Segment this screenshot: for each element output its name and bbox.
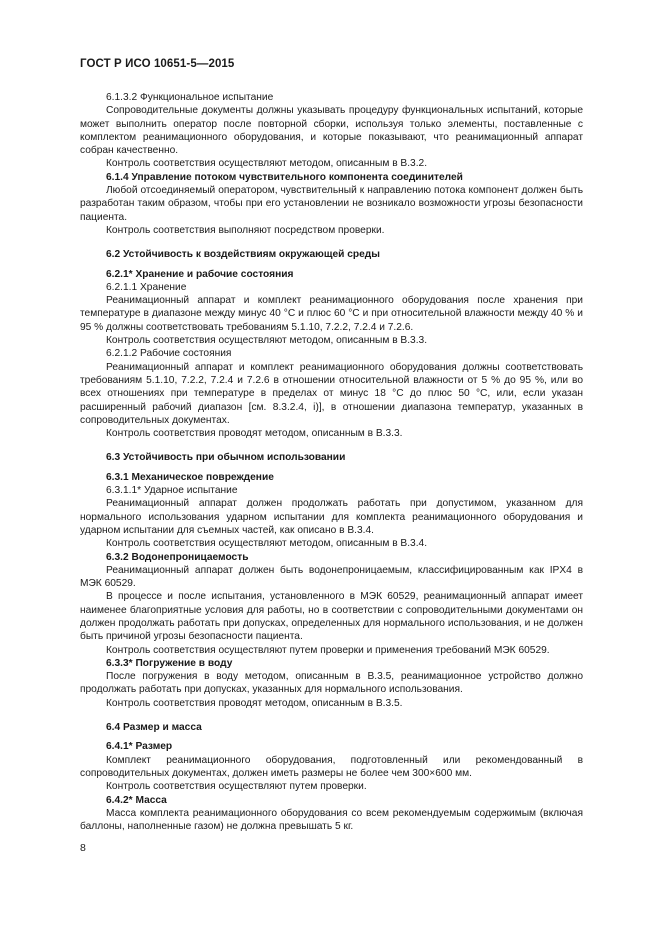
clause-6-3-2-heading: 6.3.2 Водонепроницаемость	[106, 551, 249, 563]
compliance-note: Контроль соответствия выполняют посредством проверки.	[106, 224, 385, 236]
paragraph: Любой отсоединяемый оператором, чувствительный к направлению потока компонент должен быть разработан таким образом, чтобы при его установлении не возникало возможности угрозы безопасности пациента.	[80, 185, 583, 223]
compliance-note: Контроль соответствия осуществляют методом, описанным в В.3.2.	[106, 158, 428, 170]
paragraph: Реанимационный аппарат и комплект реанимационного оборудования после хранения при температуре в диапазоне между минус 40 °C и плюс 60 °C и при относительной влажности между 40 % и 95 % должны соответствовать требованиям 5.1.10, 7.2.2, 7.2.4 и 7.2.6.	[80, 295, 583, 333]
compliance-note: Контроль соответствия осуществляют путем проверки.	[106, 781, 367, 793]
compliance-note: Контроль соответствия проводят методом, описанным в В.3.5.	[106, 697, 403, 709]
paragraph: После погружения в воду методом, описанным в В.3.5, реанимационное устройство должно продолжать работать при допусках, указанных для нормального использования.	[80, 671, 583, 696]
paragraph: Реанимационный аппарат и комплект реанимационного оборудования должны соответствовать требованиям 5.1.10, 7.2.2, 7.2.4 и 7.2.6 в отношении относительной влажности от 5 % до 95 %, или во всех отношениях при температуре в пределах от минус 18 °C до плюс 50 °C, или, если указан расширенный рабочий диапазон [см. 8.3.2.4, i)], в отношении диапазона температур, указанных в сопроводительных документах.	[80, 361, 583, 426]
compliance-note: Контроль соответствия осуществляют методом, описанным в В.3.3.	[106, 335, 428, 347]
paragraph: Сопроводительные документы должны указывать процедуру функциональных испытаний, которые может выполнить оператор после повторной сборки, используя только элементы, поставленные с комплектом реанимационного оборудования, и которые показывают, что реанимационный аппарат собран качественно.	[80, 105, 583, 157]
page-body	[80, 91, 583, 833]
paragraph: Комплект реанимационного оборудования, подготовленный или рекомендованный в сопроводительных документах, должен иметь размеры не более чем 300×600 мм.	[80, 754, 583, 779]
paragraph: В процессе и после испытания, установленного в МЭК 60529, реанимационный аппарат имеет наименее благоприятные условия для работы, но в соответствии с сопроводительными документами он должен продолжать работать при допусках, определенных для нормального использования, и не должен быть причиной угрозы безопасности пациента.	[80, 591, 583, 643]
paragraph: Масса комплекта реанимационного оборудования со всем рекомендуемым содержимым (включая баллоны, наполненные газом) не должна превышать 5 кг.	[80, 807, 583, 833]
compliance-note: Контроль соответствия осуществляют путем проверки и применения требований МЭК 60529.	[106, 644, 550, 656]
clause-6-4-2-heading: 6.4.2* Масса	[106, 794, 167, 806]
compliance-note: Контроль соответствия осуществляют методом, описанным в В.3.4.	[106, 538, 428, 550]
clause-6-3-1-1-title: 6.3.1.1* Ударное испытание	[106, 485, 238, 497]
section-6-3-heading: 6.3 Устойчивость при обычном использовании	[106, 452, 346, 464]
clause-6-2-1-heading: 6.2.1* Хранение и рабочие состояния	[106, 268, 294, 280]
paragraph: Реанимационный аппарат должен продолжать работать при допустимом, указанном для нормального использования ударном испытании для комплекта реанимационного оборудования и ударном испытании для съемных частей, как описано в В.3.4.	[80, 498, 583, 536]
section-6-2-heading: 6.2 Устойчивость к воздействиям окружающей среды	[106, 249, 380, 261]
compliance-note: Контроль соответствия проводят методом, описанным в В.3.3.	[106, 428, 403, 440]
clause-6-3-1-heading: 6.3.1 Механическое повреждение	[106, 471, 274, 483]
document-header: ГОСТ Р ИСО 10651-5—2015	[80, 58, 235, 70]
clause-6-3-3-heading: 6.3.3* Погружение в воду	[106, 657, 233, 669]
paragraph: Реанимационный аппарат должен быть водонепроницаемым, классифицированным как IPX4 в МЭК 60529.	[80, 564, 583, 590]
section-6-4-heading: 6.4 Размер и масса	[106, 722, 202, 734]
clause-6-1-4-heading: 6.1.4 Управление потоком чувствительного компонента соединителей	[106, 171, 463, 183]
page-number: 8	[80, 842, 86, 854]
clause-6-4-1-heading: 6.4.1* Размер	[106, 741, 173, 753]
clause-6-1-3-2-title: 6.1.3.2 Функциональное испытание	[106, 92, 274, 103]
clause-6-2-1-1-title: 6.2.1.1 Хранение	[106, 281, 187, 293]
clause-6-2-1-2-title: 6.2.1.2 Рабочие состояния	[106, 348, 232, 360]
